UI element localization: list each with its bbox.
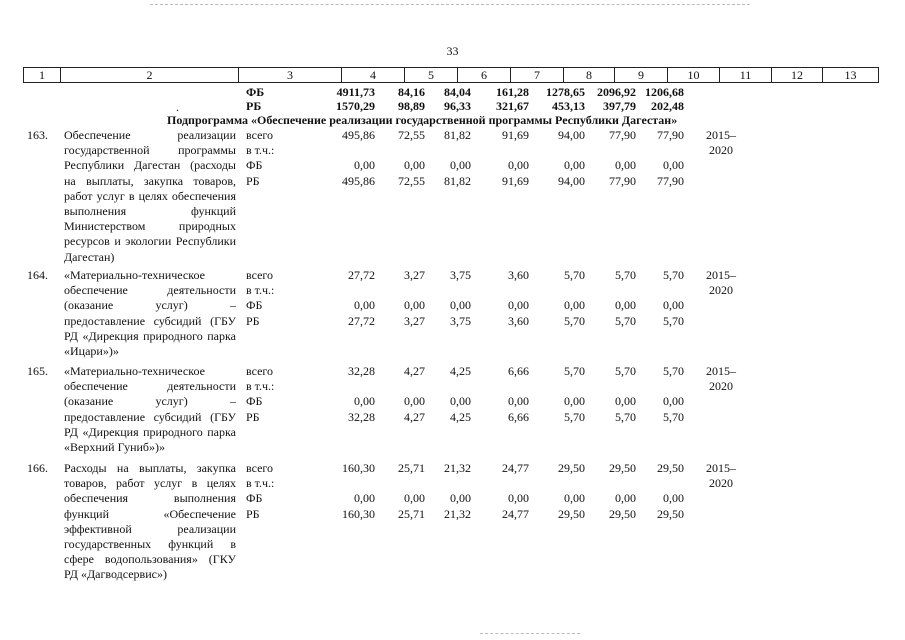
row-value-rb: 5,70 (615, 409, 636, 424)
row-value-rb: 25,71 (398, 506, 425, 521)
row-type-label: РБ (246, 409, 260, 424)
row-years: 2015– (706, 364, 736, 378)
row-value-vsego: 3,27 (404, 268, 425, 282)
row-number: 164. (27, 268, 48, 282)
col-header: 4 (342, 68, 405, 83)
row-value-fb: 0,00 (663, 158, 684, 173)
row-value-fb: 0,00 (508, 491, 529, 506)
column-header-row (23, 67, 879, 83)
col-header: 6 (458, 68, 511, 83)
row-value-fb: 0,00 (404, 491, 425, 506)
col-header: 2 (61, 68, 239, 83)
totals-value: 161,28 (496, 85, 529, 99)
row-value-rb: 21,32 (444, 506, 471, 521)
row-value-rb: 29,50 (609, 506, 636, 521)
totals-value: 2096,92 (597, 85, 636, 99)
row-value-rb: 160,30 (342, 506, 375, 521)
row-value-vsego: 495,86 (342, 128, 375, 142)
totals-value: 1570,29 (336, 99, 375, 113)
totals-value: 1206,68 (645, 85, 684, 99)
row-value-rb: 32,28 (348, 409, 375, 424)
totals-label: РБ (246, 99, 262, 113)
row-value-fb: 0,00 (564, 298, 585, 313)
row-type-label: всего (246, 128, 274, 142)
col-header: 12 (772, 68, 823, 83)
row-value-rb: 5,70 (564, 313, 585, 328)
row-value-rb: 495,86 (342, 173, 375, 188)
row-value-rb: 94,00 (558, 173, 585, 188)
row-description: «Материально-техническое обеспечение деятельности (оказание услуг) – предоставление субсидий (ГБУ РД «Дирекция природного парка «Верхний Гуниб»)» (64, 364, 236, 455)
row-value-fb: 0,00 (404, 394, 425, 409)
row-type-label: ФБ (246, 298, 263, 313)
row-value-vsego: 77,90 (609, 128, 636, 142)
row-years: 2020 (709, 476, 733, 491)
row-value-fb: 0,00 (354, 394, 375, 409)
row-type-label: РБ (246, 506, 260, 521)
row-value-fb: 0,00 (564, 158, 585, 173)
row-value-vsego: 3,60 (508, 268, 529, 282)
row-years: 2020 (709, 283, 733, 298)
row-value-fb: 0,00 (564, 491, 585, 506)
row-value-vsego: 6,66 (508, 364, 529, 378)
row-value-fb: 0,00 (663, 491, 684, 506)
row-value-rb: 5,70 (615, 313, 636, 328)
row-value-rb: 91,69 (502, 173, 529, 188)
row-value-vsego: 29,50 (609, 461, 636, 475)
row-value-vsego: 32,28 (348, 364, 375, 378)
totals-value: 4911,73 (336, 85, 375, 99)
totals-value: 1278,65 (546, 85, 585, 99)
row-value-fb: 0,00 (450, 298, 471, 313)
row-value-vsego: 3,75 (450, 268, 471, 282)
col-header: 13 (823, 68, 879, 83)
row-type-label: ФБ (246, 158, 263, 173)
row-value-fb: 0,00 (450, 491, 471, 506)
totals-value: 397,79 (603, 99, 636, 113)
col-header: 1 (24, 68, 61, 83)
row-value-rb: 4,25 (450, 409, 471, 424)
row-value-fb: 0,00 (508, 298, 529, 313)
row-type-label: РБ (246, 313, 260, 328)
col-header: 11 (720, 68, 772, 83)
row-value-vsego: 160,30 (342, 461, 375, 475)
col-header: 8 (564, 68, 615, 83)
row-value-fb: 0,00 (508, 158, 529, 173)
row-value-vsego: 4,27 (404, 364, 425, 378)
row-value-rb: 29,50 (558, 506, 585, 521)
row-value-vsego: 24,77 (502, 461, 529, 475)
row-type-label: в т.ч.: (246, 476, 275, 491)
totals-value: 84,04 (444, 85, 471, 99)
row-type-label: РБ (246, 173, 260, 188)
row-value-rb: 4,27 (404, 409, 425, 424)
row-years: 2015– (706, 268, 736, 282)
row-value-fb: 0,00 (404, 298, 425, 313)
row-value-rb: 5,70 (564, 409, 585, 424)
row-value-vsego: 5,70 (564, 364, 585, 378)
row-value-vsego: 29,50 (558, 461, 585, 475)
row-years: 2020 (709, 143, 733, 158)
row-value-rb: 27,72 (348, 313, 375, 328)
col-header: 3 (239, 68, 342, 83)
row-type-label: всего (246, 461, 274, 475)
col-header: 5 (405, 68, 458, 83)
col-header: 7 (511, 68, 564, 83)
row-value-vsego: 91,69 (502, 128, 529, 142)
row-value-vsego: 5,70 (663, 268, 684, 282)
totals-value: 202,48 (651, 99, 684, 113)
row-value-rb: 5,70 (663, 313, 684, 328)
row-value-vsego: 5,70 (615, 364, 636, 378)
row-years: 2020 (709, 379, 733, 394)
row-type-label: всего (246, 268, 274, 282)
totals-value: 453,13 (552, 99, 585, 113)
row-value-fb: 0,00 (354, 491, 375, 506)
row-value-fb: 0,00 (450, 158, 471, 173)
row-value-vsego: 5,70 (615, 268, 636, 282)
row-value-rb: 81,82 (444, 173, 471, 188)
subprogram-title: Подпрограмма «Обеспечение реализации государственной программы Республики Дагестан» (167, 113, 678, 127)
row-value-vsego: 25,71 (398, 461, 425, 475)
row-value-vsego: 94,00 (558, 128, 585, 142)
row-type-label: ФБ (246, 394, 263, 409)
scan-artifact-top (150, 4, 750, 6)
row-value-vsego: 81,82 (444, 128, 471, 142)
row-value-rb: 77,90 (657, 173, 684, 188)
row-value-fb: 0,00 (615, 394, 636, 409)
row-number: 166. (27, 461, 48, 475)
row-value-vsego: 29,50 (657, 461, 684, 475)
page-number: 33 (446, 44, 459, 58)
col-header: 9 (615, 68, 668, 83)
row-value-rb: 3,60 (508, 313, 529, 328)
row-value-fb: 0,00 (508, 394, 529, 409)
row-value-rb: 77,90 (609, 173, 636, 188)
col-header: 10 (668, 68, 720, 83)
row-value-vsego: 5,70 (663, 364, 684, 378)
row-value-vsego: 27,72 (348, 268, 375, 282)
row-value-fb: 0,00 (564, 394, 585, 409)
stray-dot: . (176, 100, 179, 114)
row-value-fb: 0,00 (615, 298, 636, 313)
row-value-vsego: 72,55 (398, 128, 425, 142)
row-value-rb: 3,27 (404, 313, 425, 328)
row-type-label: в т.ч.: (246, 143, 275, 158)
row-value-rb: 24,77 (502, 506, 529, 521)
row-value-rb: 29,50 (657, 506, 684, 521)
scan-artifact-bottom (480, 633, 580, 635)
row-description: Обеспечение реализации государственной программы Республики Дагестан (расходы на выплаты, закупка товаров, работ услуг в целях обеспечения выполнения функций Министерством природных ресурсов и экологии Республики Дагестан) (64, 128, 236, 264)
row-description: «Материально-техническое обеспечение деятельности (оказание услуг) – предоставление субсидий (ГБУ РД «Дирекция природного парка «Ицари»)» (64, 268, 236, 359)
row-value-rb: 72,55 (398, 173, 425, 188)
row-value-fb: 0,00 (450, 394, 471, 409)
row-type-label: в т.ч.: (246, 379, 275, 394)
row-type-label: всего (246, 364, 274, 378)
row-value-rb: 6,66 (508, 409, 529, 424)
row-years: 2015– (706, 128, 736, 142)
totals-value: 321,67 (496, 99, 529, 113)
row-value-rb: 5,70 (663, 409, 684, 424)
row-value-rb: 3,75 (450, 313, 471, 328)
row-value-fb: 0,00 (663, 394, 684, 409)
row-value-fb: 0,00 (615, 158, 636, 173)
totals-value: 96,33 (444, 99, 471, 113)
row-description: Расходы на выплаты, закупка товаров, работ услуг в целях обеспечения выполнения функций «Обеспечение эффективной реализации государственных функций в сфере водопользования» (ГКУ РД «Дагводсервис») (64, 461, 236, 582)
totals-value: 98,89 (398, 99, 425, 113)
row-value-vsego: 77,90 (657, 128, 684, 142)
row-value-vsego: 5,70 (564, 268, 585, 282)
row-value-fb: 0,00 (615, 491, 636, 506)
row-number: 165. (27, 364, 48, 378)
row-value-fb: 0,00 (663, 298, 684, 313)
totals-value: 84,16 (398, 85, 425, 99)
totals-label: ФБ (246, 85, 265, 99)
row-value-fb: 0,00 (404, 158, 425, 173)
row-years: 2015– (706, 461, 736, 475)
row-value-fb: 0,00 (354, 158, 375, 173)
row-type-label: ФБ (246, 491, 263, 506)
row-value-vsego: 21,32 (444, 461, 471, 475)
row-type-label: в т.ч.: (246, 283, 275, 298)
row-value-vsego: 4,25 (450, 364, 471, 378)
row-number: 163. (27, 128, 48, 142)
row-value-fb: 0,00 (354, 298, 375, 313)
